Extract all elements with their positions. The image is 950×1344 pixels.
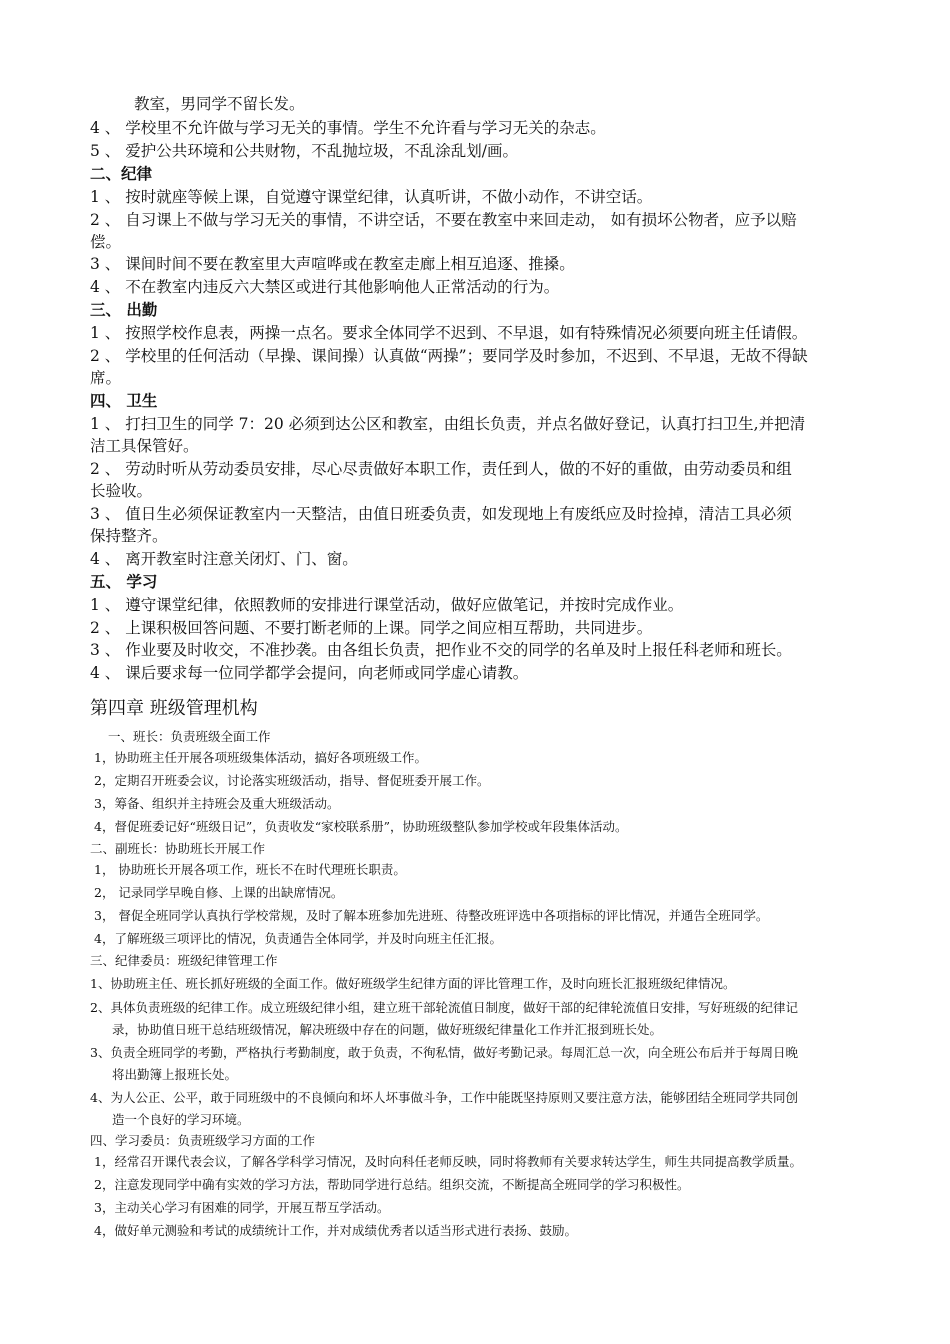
- chapter-title: 第四章 班级管理机构: [90, 698, 258, 719]
- duty-item-continuation: 将出勤簿上报班长处。: [112, 1067, 238, 1082]
- rule-item-continuation: 保持整齐。: [90, 527, 168, 545]
- role-heading-discipline-officer: 三、纪律委员：班级纪律管理工作: [90, 953, 278, 968]
- rule-item: 4 、 离开教室时注意关闭灯、门、窗。: [90, 550, 358, 568]
- duty-item: 2、具体负责班级的纪律工作。成立班级纪律小组，建立班干部轮流值日制度，做好干部的纪律轮流值日安排，写好班级的纪律记: [90, 1000, 798, 1015]
- role-heading-vice-monitor: 二、副班长：协助班长开展工作: [90, 841, 266, 856]
- duty-item: 3、负责全班同学的考勤，严格执行考勤制度，敢于负责，不徇私情，做好考勤记录。每周汇总一次，向全班公布后并于每周日晚: [90, 1045, 798, 1060]
- rule-item: 3 、 课间时间不要在教室里大声喧哗或在教室走廊上相互追逐、推搡。: [90, 255, 575, 273]
- rule-item: 1 、 打扫卫生的同学 7：20 必须到达公区和教室，由组长负责，并点名做好登记，认真打扫卫生,并把清: [90, 415, 806, 433]
- rule-item: 4 、 不在教室内违反六大禁区或进行其他影响他人正常活动的行为。: [90, 278, 560, 296]
- duty-item: 4，督促班委记好“班级日记”，负责收发“家校联系册”，协助班级整队参加学校或年段集体活动。: [94, 819, 628, 834]
- section-heading-hygiene: 四、 卫生: [90, 391, 158, 410]
- duty-item: 3，筹备、组织并主持班会及重大班级活动。: [94, 796, 340, 811]
- rule-item: 1 、 按时就座等候上课，自觉遵守课堂纪律，认真听讲，不做小动作，不讲空话。: [90, 188, 653, 206]
- text-line: 教室，男同学不留长发。: [134, 95, 305, 113]
- rule-item: 3 、 作业要及时收交，不准抄袭。由各组长负责，把作业不交的同学的名单及时上报任科老师和班长。: [90, 641, 792, 659]
- duty-item: 2，注意发现同学中确有实效的学习方法，帮助同学进行总结。组织交流，不断提高全班同学的学习积极性。: [94, 1177, 690, 1192]
- duty-item: 1， 协助班长开展各项工作，班长不在时代理班长职责。: [94, 862, 406, 877]
- rule-item: 1 、 遵守课堂纪律，依照教师的安排进行课堂活动，做好应做笔记，并按时完成作业。: [90, 596, 684, 614]
- duty-item-continuation: 录，协助值日班干总结班级情况，解决班级中存在的问题，做好班级纪律量化工作并汇报到班长处。: [112, 1022, 663, 1037]
- rule-item-continuation: 偿。: [90, 233, 122, 251]
- rule-item-continuation: 席。: [90, 369, 122, 387]
- rule-item: 2 、 学校里的任何活动（早操、课间操）认真做“两操”；要同学及时参加，不迟到、不早退，无故不得缺: [90, 347, 808, 365]
- section-heading-study: 五、 学习: [90, 572, 158, 591]
- duty-item: 1，协助班主任开展各项班级集体活动，搞好各项班级工作。: [94, 750, 427, 765]
- rule-item-continuation: 长验收。: [90, 482, 153, 500]
- duty-item: 2， 记录同学早晚自修、上课的出缺席情况。: [94, 885, 344, 900]
- duty-item: 4，了解班级三项评比的情况，负责通告全体同学，并及时向班主任汇报。: [94, 931, 502, 946]
- rule-item: 1 、 按照学校作息表，两操一点名。要求全体同学不迟到、不早退，如有特殊情况必须要向班主任请假。: [90, 324, 808, 342]
- rule-item: 2 、 上课积极回答问题、不要打断老师的上课。同学之间应相互帮助，共同进步。: [90, 619, 653, 637]
- section-heading-discipline: 二、纪律: [90, 164, 153, 183]
- duty-item-continuation: 造一个良好的学习环境。: [112, 1112, 250, 1127]
- rule-item: 4 、 课后要求每一位同学都学会提问，向老师或同学虚心请教。: [90, 664, 529, 682]
- duty-item: 1，经常召开课代表会议，了解各学科学习情况，及时向科任老师反映，同时将教师有关要求转达学生，师生共同提高教学质量。: [94, 1154, 802, 1169]
- duty-item: 4、为人公正、公平，敢于同班级中的不良倾向和坏人坏事做斗争，工作中能既坚持原则又要注意方法，能够团结全班同学共同创: [90, 1090, 798, 1105]
- rule-item: 5 、 爱护公共环境和公共财物，不乱抛垃圾，不乱涂乱划/画。: [90, 142, 518, 160]
- duty-item: 1、协助班主任、班长抓好班级的全面工作。做好班级学生纪律方面的评比管理工作，及时向班长汇报班级纪律情况。: [90, 976, 736, 991]
- duty-item: 2，定期召开班委会议，讨论落实班级活动，指导、督促班委开展工作。: [94, 773, 490, 788]
- rule-item-continuation: 洁工具保管好。: [90, 437, 199, 455]
- section-heading-attendance: 三、 出勤: [90, 300, 158, 319]
- duty-item: 3， 督促全班同学认真执行学校常规，及时了解本班参加先进班、待整改班评选中各项指标的评比情况，并通告全班同学。: [94, 908, 769, 923]
- duty-item: 4，做好单元测验和考试的成绩统计工作，并对成绩优秀者以适当形式进行表扬、鼓励。: [94, 1223, 577, 1238]
- role-heading-study-officer: 四、学习委员：负责班级学习方面的工作: [90, 1133, 316, 1148]
- rule-item: 2 、 自习课上不做与学习无关的事情，不讲空话，不要在教室中来回走动， 如有损坏公物者，应予以赔: [90, 211, 797, 229]
- duty-item: 3，主动关心学习有困难的同学，开展互帮互学活动。: [94, 1200, 390, 1215]
- rule-item: 2 、 劳动时听从劳动委员安排，尽心尽责做好本职工作，责任到人，做的不好的重做，由劳动委员和组: [90, 460, 792, 478]
- rule-item: 4 、 学校里不允许做与学习无关的事情。学生不允许看与学习无关的杂志。: [90, 119, 606, 137]
- rule-item: 3 、 值日生必须保证教室内一天整洁，由值日班委负责，如发现地上有废纸应及时捡掉，清洁工具必须: [90, 505, 792, 523]
- role-heading-monitor: 一、班长：负责班级全面工作: [108, 729, 271, 744]
